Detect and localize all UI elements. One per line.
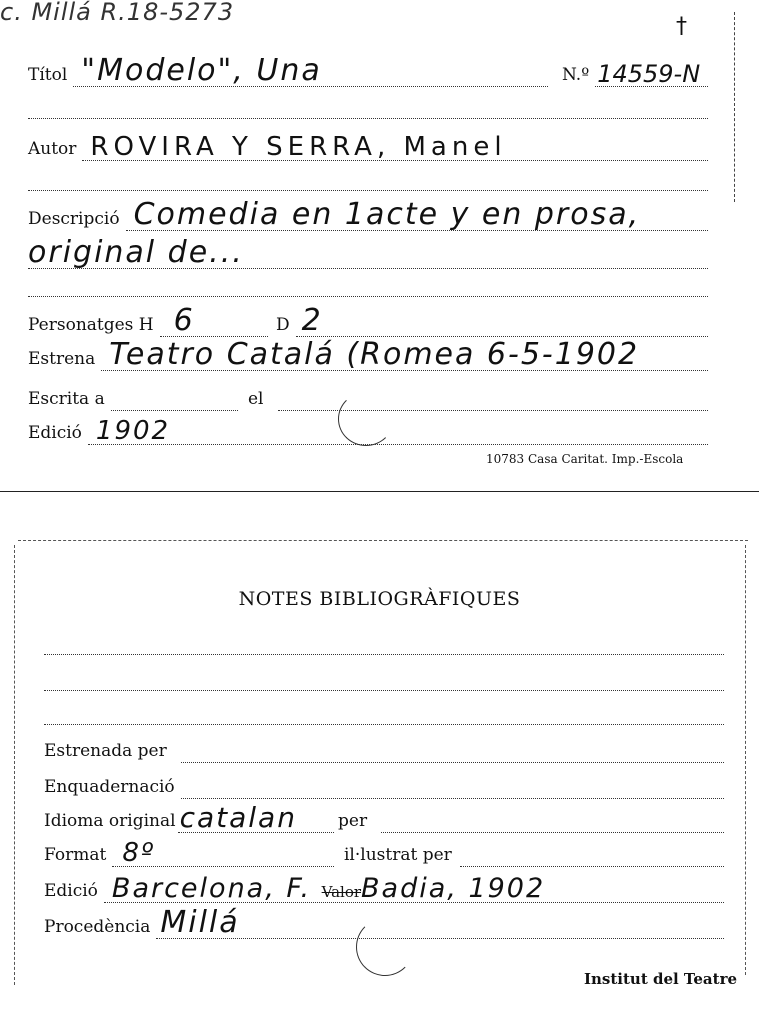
procedencia-field	[156, 905, 724, 940]
descripcio-row-2	[28, 235, 708, 270]
descripcio-label: Descripció	[28, 209, 120, 229]
format-label: Format	[44, 845, 107, 865]
escrita-field	[111, 380, 238, 411]
card2-edge-left	[14, 545, 15, 985]
titol-label: Títol	[28, 65, 68, 85]
archive-reference: c. Millá R.18-5273	[0, 0, 235, 26]
edicio2-label: Edició	[44, 881, 98, 901]
estrenada-field	[181, 732, 724, 763]
blank-line	[44, 724, 724, 725]
card-edge-right	[734, 12, 735, 202]
autor-row	[28, 130, 708, 161]
estrenada-row	[44, 732, 724, 763]
blank-line	[28, 118, 708, 119]
edicio-label: Edició	[28, 423, 82, 443]
blank-line	[44, 690, 724, 691]
descripcio-row	[28, 197, 708, 232]
estrenada-label: Estrenada per	[44, 741, 167, 761]
descripcio-value: Comedia en 1acte y en prosa,	[133, 197, 641, 232]
catalog-card-front	[0, 0, 759, 492]
stamp-mark	[356, 918, 414, 976]
stamp-mark	[338, 392, 394, 446]
enquadernacio-row	[44, 768, 724, 799]
titol-value: "Modelo", Una	[81, 53, 322, 88]
edicio2-field	[104, 872, 724, 903]
idioma-per-row	[338, 802, 724, 833]
personatges-h-value: 6	[173, 303, 195, 338]
numero-value: 14559-N	[597, 60, 701, 88]
format-il-row	[344, 836, 724, 867]
personatges-h-row	[28, 303, 268, 338]
autor-label: Autor	[28, 139, 77, 159]
numero-label: N.º	[562, 65, 590, 85]
idioma-label: Idioma original	[44, 811, 176, 831]
edicio2-value	[112, 875, 545, 902]
descripcio-field	[126, 197, 708, 232]
numero-field	[595, 56, 708, 87]
personatges-d-label: D	[276, 315, 290, 335]
format-il-field	[460, 836, 724, 867]
notes-title: NOTES BIBLIOGRÀFIQUES	[238, 588, 521, 610]
estrena-row	[28, 337, 708, 372]
format-value: 8º	[122, 838, 156, 868]
descripcio-field-2	[28, 235, 708, 270]
enquadernacio-label: Enquadernació	[44, 777, 175, 797]
estrena-value: Teatro Catalá (Romea 6-5-1902	[109, 337, 640, 372]
format-row	[44, 836, 334, 867]
estrena-label: Estrena	[28, 349, 96, 369]
titol-row	[28, 53, 548, 88]
personatges-d-row	[276, 303, 708, 338]
descripcio-value-2: original de...	[28, 235, 244, 270]
idioma-field	[178, 802, 334, 833]
printer-imprint: 10783 Casa Caritat. Imp.-Escola	[486, 452, 684, 466]
enquadernacio-field	[181, 768, 724, 799]
numero-row	[562, 56, 708, 87]
edicio-value: 1902	[95, 416, 171, 446]
idioma-row	[44, 802, 334, 833]
edicio2-row	[44, 872, 724, 903]
personatges-d-field	[296, 303, 708, 338]
autor-value: ROVIRA Y SERRA, Manel	[90, 132, 507, 162]
format-field	[112, 836, 334, 867]
personatges-d-value: 2	[301, 303, 323, 338]
estrena-field	[101, 337, 708, 372]
idioma-value: catalan	[179, 801, 297, 834]
institution-name: Institut del Teatre	[584, 970, 738, 988]
escrita-el-label: el	[248, 389, 264, 409]
personatges-h-field	[160, 303, 268, 338]
escrita-label: Escrita a	[28, 389, 105, 409]
blank-line	[28, 296, 708, 297]
procedencia-label: Procedència	[44, 917, 151, 937]
card-divider	[0, 491, 759, 492]
personatges-label: Personatges H	[28, 315, 154, 335]
autor-field	[82, 130, 708, 161]
cross-mark: †	[676, 14, 687, 39]
escrita-row	[28, 380, 238, 411]
edicio-field	[88, 414, 708, 445]
titol-field	[73, 53, 548, 88]
blank-line	[28, 190, 708, 191]
idioma-per-field	[381, 802, 724, 833]
procedencia-value: Millá	[160, 905, 240, 940]
idioma-per-label: per	[338, 811, 368, 831]
blank-line	[44, 654, 724, 655]
escrita-el-row	[248, 380, 708, 411]
edicio2-struck: Valor	[321, 883, 362, 901]
edicio2-place: Barcelona, F.	[111, 873, 312, 904]
edicio2-publisher: Badia, 1902	[361, 873, 546, 904]
format-il-label: il·lustrat per	[344, 845, 452, 865]
card2-edge-top	[18, 540, 748, 541]
